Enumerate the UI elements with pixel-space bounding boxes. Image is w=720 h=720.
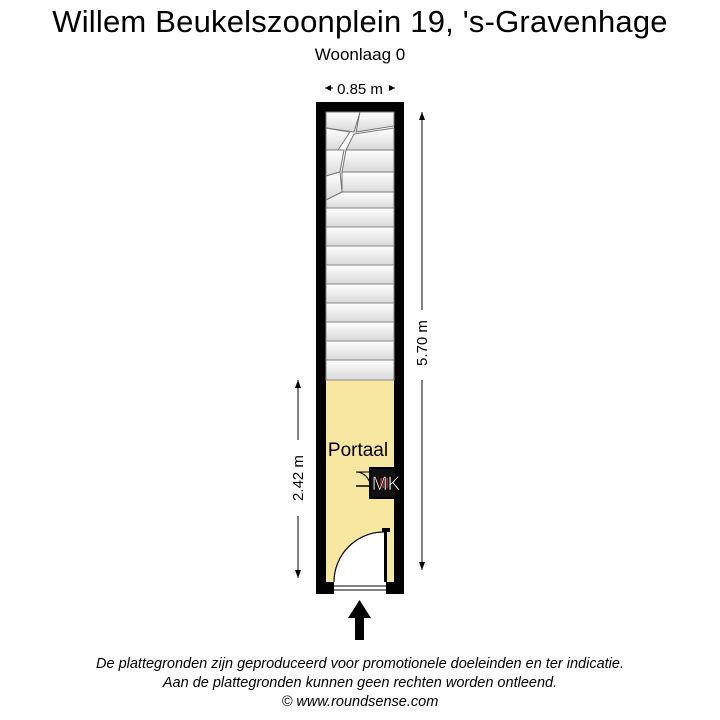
dimension-length-label: 5.70 m xyxy=(414,320,431,366)
page-title: Willem Beukelszoonplein 19, 's-Gravenhage xyxy=(52,4,668,39)
stair-steps xyxy=(326,208,394,380)
copyright-link[interactable]: © www.roundsense.com xyxy=(281,694,439,710)
disclaimer-line-1: De plattegronden zijn geproduceerd voor promotionele doeleinden en ter indicatie. xyxy=(96,656,624,672)
dimension-portaal xyxy=(290,380,307,578)
disclaimer xyxy=(0,655,720,712)
dimension-width xyxy=(325,81,395,98)
disclaimer-line-2: Aan de plattegronden kunnen geen rechten worden ontleend. xyxy=(162,675,558,691)
room-label-portaal: Portaal xyxy=(327,440,389,461)
dimension-length xyxy=(414,112,431,570)
dimension-portaal-label: 2.42 m xyxy=(290,455,307,501)
stair-winders xyxy=(326,112,394,208)
dimension-width-label: 0.85 m xyxy=(337,81,383,98)
room-label-mk: MK xyxy=(371,474,401,495)
floor-subtitle: Woonlaag 0 xyxy=(314,45,406,64)
entrance-opening xyxy=(334,582,386,594)
entrance-arrow-icon xyxy=(348,600,371,640)
